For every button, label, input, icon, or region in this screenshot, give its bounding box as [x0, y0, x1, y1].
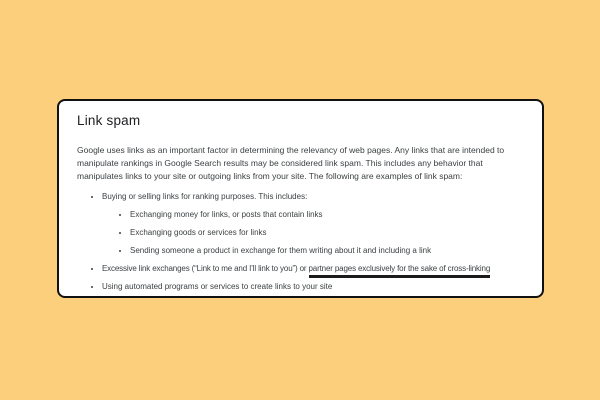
sub-list-item-goods: [130, 227, 526, 239]
sub-list-item-text: Exchanging goods or services for links: [130, 228, 267, 237]
examples-list: [77, 191, 526, 293]
sub-list-item-text: Exchanging money for links, or posts that contain links: [130, 210, 323, 219]
card-title: Link spam: [77, 113, 141, 128]
link-spam-card: [57, 99, 544, 298]
sub-list-item-text: Sending someone a product in exchange for them writing about it and including a link: [130, 246, 432, 255]
intro-paragraph: Google uses links as an important factor in determining the relevancy of web pages. Any links that are intended to manipulate rankings in Google Search results may be considered link spam. This includes any behavior that manipulates links to your site or outgoing links from your site. The following are examples of link spam:: [77, 145, 505, 181]
list-item-text: Buying or selling links for ranking purposes. This includes:: [102, 192, 308, 201]
list-item-text: Using automated programs or services to create links to your site: [102, 282, 333, 291]
list-item-text-prefix: Excessive link exchanges (“Link to me and I’ll link to you”) or: [102, 264, 309, 273]
buying-selling-sub-list: [102, 209, 526, 257]
list-item-excessive-exchanges: [102, 263, 526, 275]
underline-annotation: partner pages exclusively for the sake of cross-linking: [309, 264, 491, 278]
sub-list-item-product: [130, 245, 526, 257]
sub-list-item-money: [130, 209, 526, 221]
list-item-buying-selling: [102, 191, 526, 257]
list-item-automated-programs: [102, 281, 526, 293]
